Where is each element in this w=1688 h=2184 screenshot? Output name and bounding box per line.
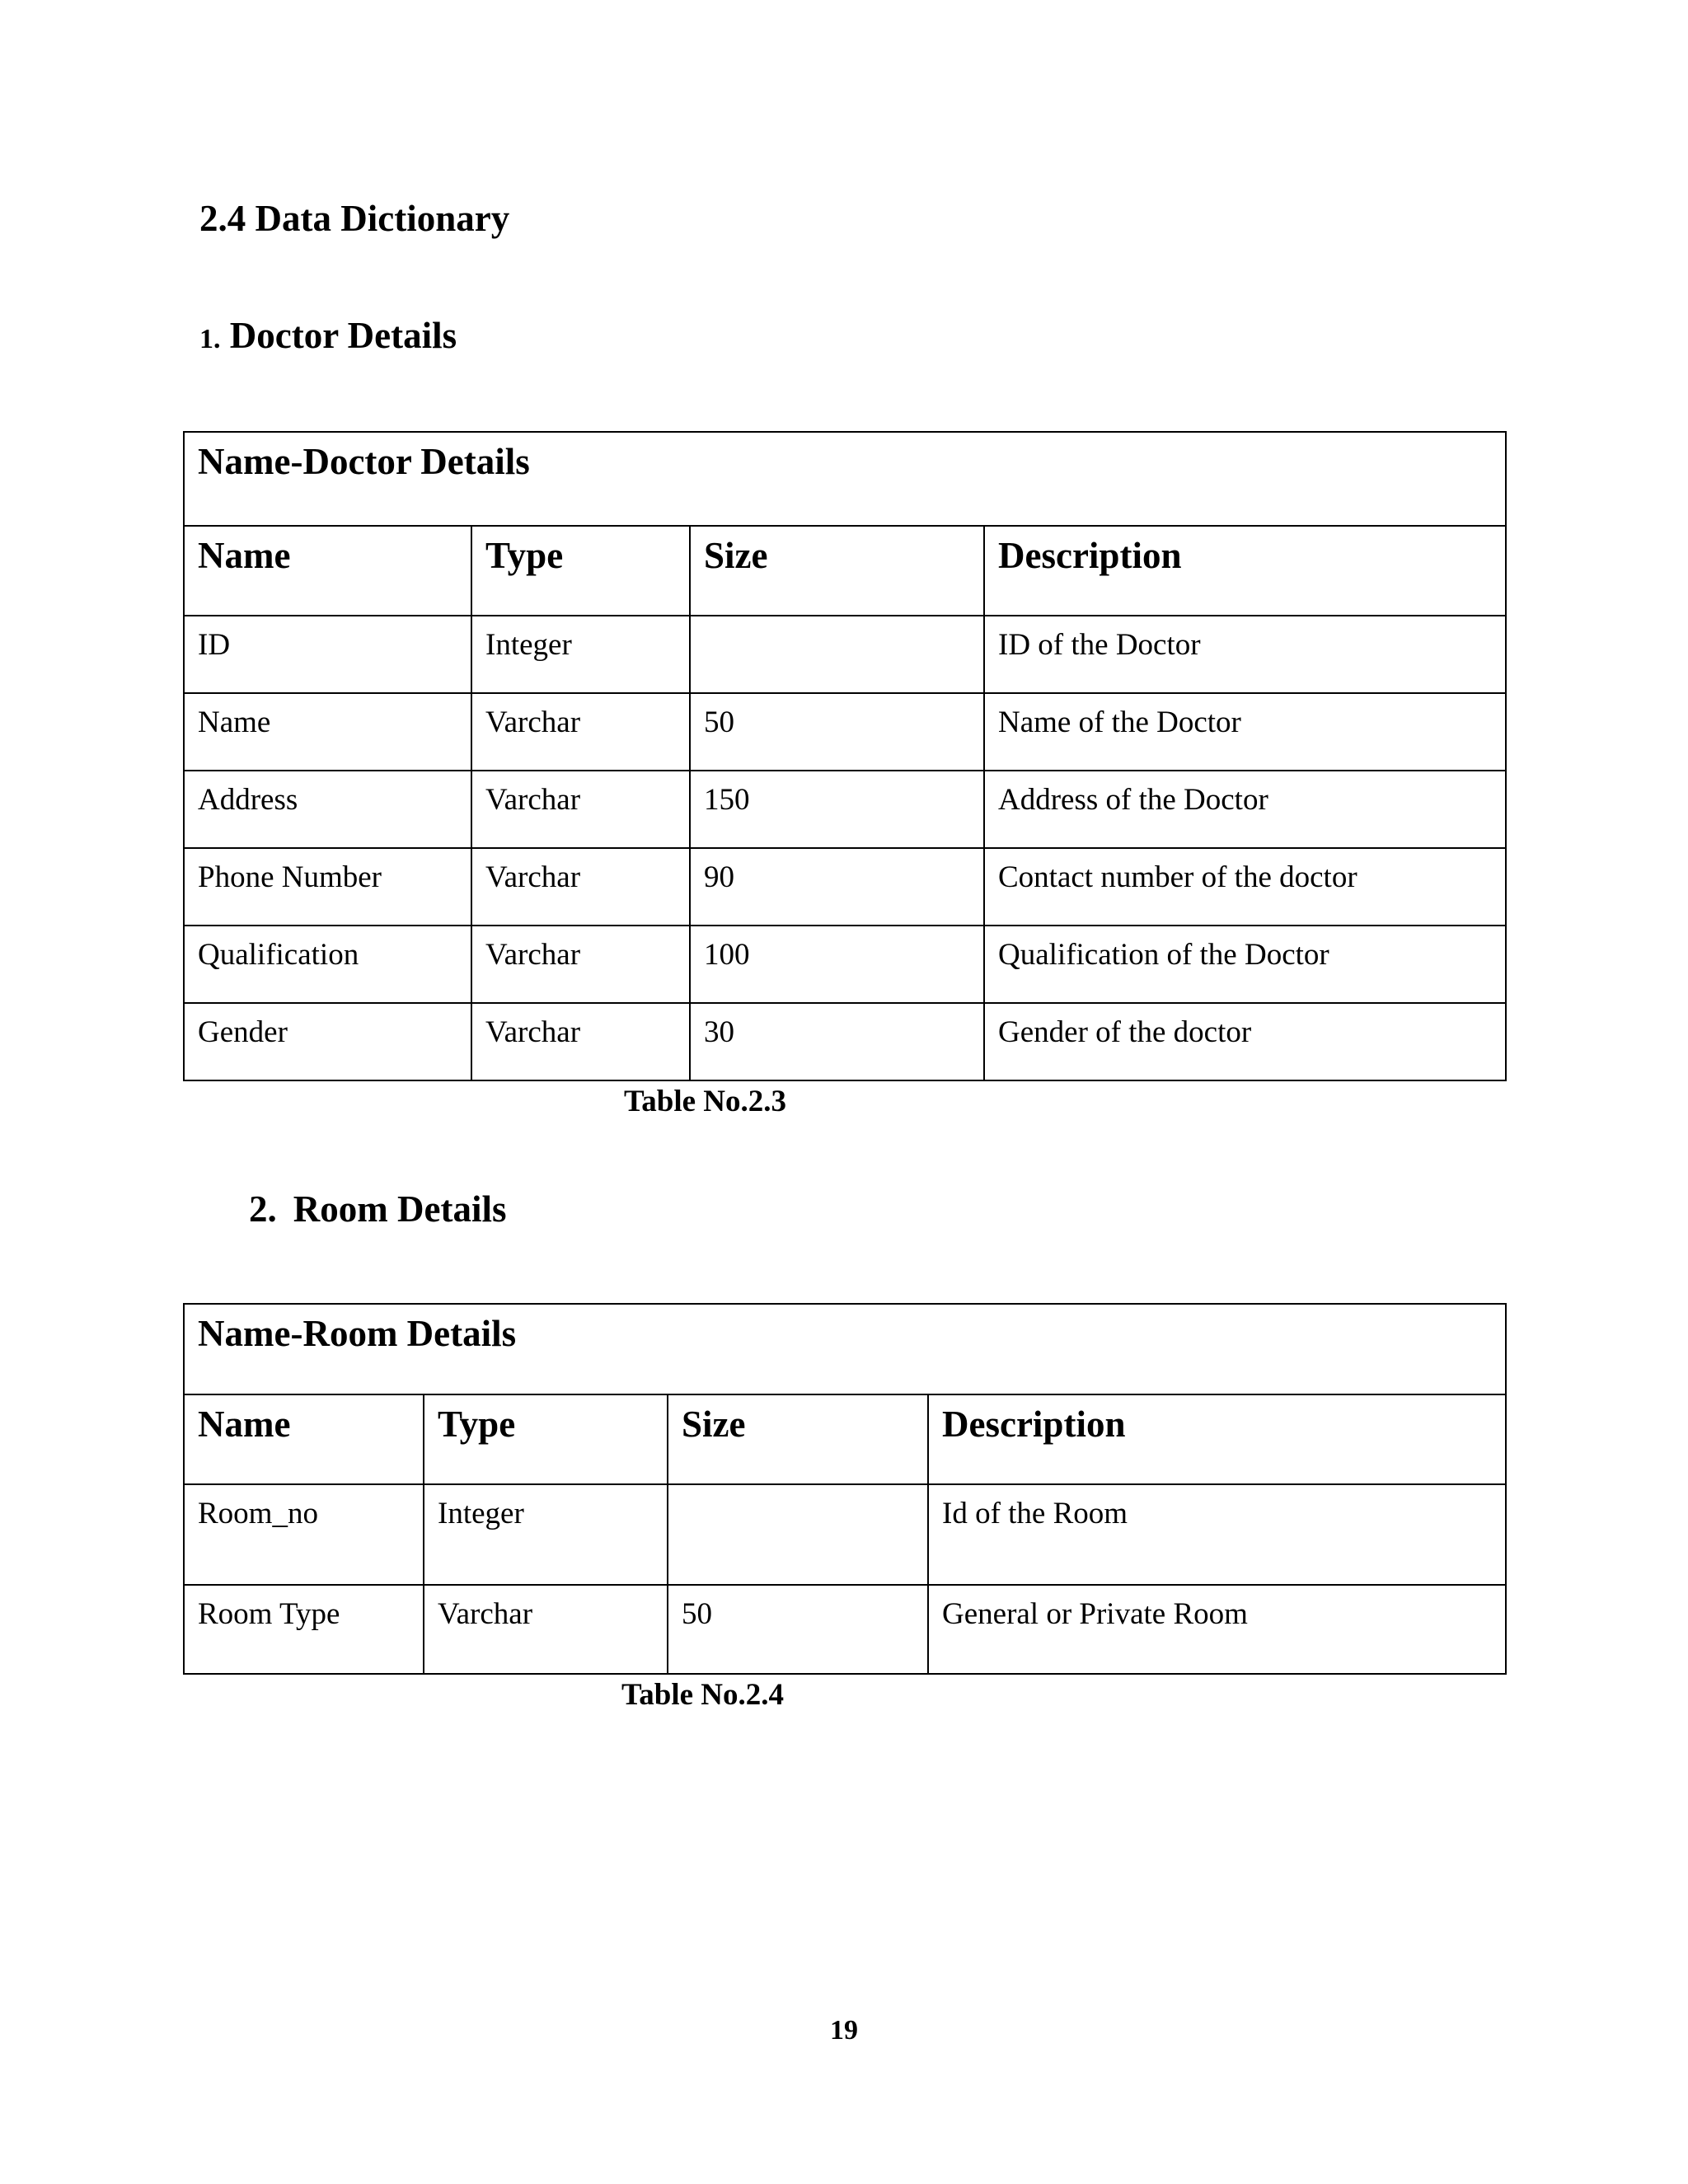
page-number: 19	[830, 2015, 858, 2046]
heading-text: Room Details	[293, 1188, 507, 1230]
table-cell: Room Type	[184, 1585, 424, 1674]
table-cell: Room_no	[184, 1484, 424, 1585]
doctor-details-table	[183, 431, 1507, 1081]
table-cell: Id of the Room	[928, 1484, 1506, 1585]
table-row	[184, 1484, 1506, 1585]
heading-number: 1.	[199, 324, 221, 354]
table-name: Name-Room Details	[184, 1304, 1506, 1394]
table-caption: Table No.2.3	[624, 1085, 787, 1118]
table-cell: ID of the Doctor	[984, 616, 1506, 693]
column-header: Description	[928, 1394, 1506, 1484]
table-cell: Name of the Doctor	[984, 693, 1506, 771]
table-cell: Integer	[471, 616, 690, 693]
table-name: Name-Doctor Details	[184, 432, 1506, 526]
table-cell: Gender	[184, 1003, 471, 1080]
table-cell: Gender of the doctor	[984, 1003, 1506, 1080]
table-caption: Table No.2.4	[621, 1678, 785, 1712]
table-cell: Qualification of the Doctor	[984, 926, 1506, 1003]
room-details-table	[183, 1303, 1507, 1675]
table-cell: Integer	[424, 1484, 668, 1585]
table-cell: Address of the Doctor	[984, 771, 1506, 848]
table-cell: Contact number of the doctor	[984, 848, 1506, 926]
table-cell: General or Private Room	[928, 1585, 1506, 1674]
table-cell: Varchar	[424, 1585, 668, 1674]
table-row	[184, 926, 1506, 1003]
table-cell: 100	[690, 926, 984, 1003]
table-cell: 30	[690, 1003, 984, 1080]
table-cell: 90	[690, 848, 984, 926]
column-header: Name	[184, 526, 471, 616]
table-cell: Varchar	[471, 848, 690, 926]
table-cell: 150	[690, 771, 984, 848]
column-header: Type	[424, 1394, 668, 1484]
heading-number: 2.	[249, 1188, 277, 1230]
table-cell	[668, 1484, 928, 1585]
table-header-row	[184, 526, 1506, 616]
table-cell: 50	[668, 1585, 928, 1674]
column-header: Size	[690, 526, 984, 616]
table-row	[184, 616, 1506, 693]
table-cell: Varchar	[471, 771, 690, 848]
table-cell: Address	[184, 771, 471, 848]
table-header-row	[184, 1394, 1506, 1484]
room-details-heading	[249, 1187, 506, 1231]
table-cell: 50	[690, 693, 984, 771]
table-cell: Qualification	[184, 926, 471, 1003]
table-row	[184, 848, 1506, 926]
column-header: Type	[471, 526, 690, 616]
table-cell	[690, 616, 984, 693]
column-header: Size	[668, 1394, 928, 1484]
column-header: Description	[984, 526, 1506, 616]
heading-text: Doctor Details	[229, 315, 457, 356]
table-cell: ID	[184, 616, 471, 693]
table-row	[184, 693, 1506, 771]
table-row	[184, 1585, 1506, 1674]
doctor-details-heading	[199, 313, 457, 358]
table-cell: Varchar	[471, 693, 690, 771]
table-row	[184, 771, 1506, 848]
table-cell: Varchar	[471, 926, 690, 1003]
table-cell: Name	[184, 693, 471, 771]
table-cell: Varchar	[471, 1003, 690, 1080]
table-cell: Phone Number	[184, 848, 471, 926]
column-header: Name	[184, 1394, 424, 1484]
table-row	[184, 1003, 1506, 1080]
section-title: 2.4 Data Dictionary	[199, 198, 510, 239]
